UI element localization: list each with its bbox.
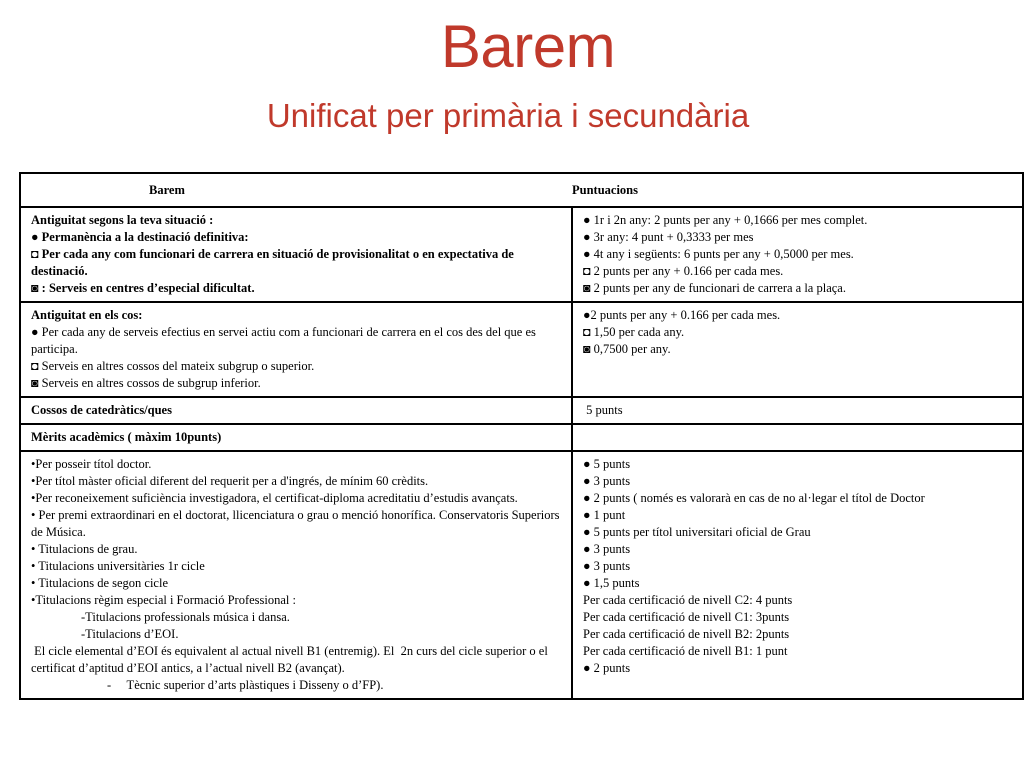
score-line: ● 3 punts: [583, 542, 631, 556]
table-row-merits-detail: [20, 451, 1023, 699]
score-line: Per cada certificació de nivell B1: 1 punt: [583, 644, 788, 658]
barem-cell: [20, 424, 572, 451]
criterion-line: •Per posseir títol doctor.: [31, 457, 152, 471]
score-line: ● 3 punts: [583, 559, 631, 573]
score-line: Per cada certificació de nivell B2: 2punts: [583, 627, 790, 641]
criterion-subline: - Tècnic superior d’arts plàstiques i Disseny o d’FP).: [107, 678, 384, 692]
criterion-line: • Titulacions de grau.: [31, 542, 138, 556]
criterion-line: ◙ : Serveis en centres d’especial dificultat.: [31, 281, 255, 295]
row-heading: Cossos de catedràtics/ques: [31, 403, 172, 417]
score-line: Per cada certificació de nivell C2: 4 punts: [583, 593, 793, 607]
criterion-line: • Per premi extraordinari en el doctorat, llicenciatura o grau o menció honorífica. Conservatoris Superiors de Música.: [31, 508, 560, 539]
score-line: ● 2 punts: [583, 661, 631, 675]
criterion-line: ◘ Serveis en altres cossos del mateix subgrup o superior.: [31, 359, 315, 373]
table-row-antiguitat-situacio: [20, 207, 1023, 302]
criterion-line: • Titulacions de segon cicle: [31, 576, 168, 590]
header-barem: Barem: [20, 173, 572, 207]
score-line: ● 1r i 2n any: 2 punts per any + 0,1666 per mes complet.: [583, 213, 868, 227]
criterion-line: •Per reconeixement suficiència investigadora, el certificat-diploma acreditatiu d’estudis avançats.: [31, 491, 518, 505]
slide-subtitle: Unificat per primària i secundària: [266, 97, 750, 134]
barem-table: [19, 172, 1024, 700]
barem-cell: [20, 451, 572, 699]
score-line: Per cada certificació de nivell C1: 3punts: [583, 610, 790, 624]
criterion-subline: -Titulacions professionals música i dansa.: [81, 610, 290, 624]
puntuacio-cell: [572, 207, 1023, 302]
header-puntuacions: Puntuacions: [572, 173, 1023, 207]
barem-cell: [20, 207, 572, 302]
score-line: ● 1,5 punts: [583, 576, 640, 590]
score-line: ● 5 punts per títol universitari oficial de Grau: [583, 525, 811, 539]
criterion-line: ◘ Per cada any com funcionari de carrera en situació de provisionalitat o en expectativa de destinació.: [31, 247, 514, 278]
table-row-merits-heading: [20, 424, 1023, 451]
score-line: ● 3 punts: [583, 474, 631, 488]
score-line: ◘ 1,50 per cada any.: [583, 325, 685, 339]
score-line: ◘ 2 punts per any + 0.166 per cada mes.: [583, 264, 784, 278]
score-line: ● 4t any i següents: 6 punts per any + 0,5000 per mes.: [583, 247, 854, 261]
row-heading: Antiguitat en els cos:: [31, 308, 143, 322]
criterion-line: • Titulacions universitàries 1r cicle: [31, 559, 205, 573]
table-row-catedratics: [20, 397, 1023, 424]
score-line: ● 1 punt: [583, 508, 626, 522]
slide-title: Barem: [440, 13, 616, 80]
score-line: ◙ 2 punts per any de funcionari de carrera a la plaça.: [583, 281, 846, 295]
barem-cell: [20, 302, 572, 397]
row-heading: Antiguitat segons la teva situació :: [31, 213, 214, 227]
puntuacio-cell: [572, 397, 1023, 424]
criterion-line: •Titulacions règim especial i Formació Professional :: [31, 593, 296, 607]
criterion-line: ◙ Serveis en altres cossos de subgrup inferior.: [31, 376, 261, 390]
score-line: ● 3r any: 4 punt + 0,3333 per mes: [583, 230, 754, 244]
barem-cell: [20, 397, 572, 424]
criterion-line: ● Permanència a la destinació definitiva:: [31, 230, 249, 244]
score-line: ● 2 punts ( només es valorarà en cas de no al·legar el títol de Doctor: [583, 491, 925, 505]
table-row-antiguitat-cos: [20, 302, 1023, 397]
score-line: 5 punts: [583, 403, 623, 417]
criterion-line: •Per títol màster oficial diferent del requerit per a d'ingrés, de mínim 60 crèdits.: [31, 474, 429, 488]
criterion-line: ● Per cada any de serveis efectius en servei actiu com a funcionari de carrera en el cos des del que es participa.: [31, 325, 536, 356]
criterion-subline: -Titulacions d’EOI.: [81, 627, 179, 641]
row-heading: Mèrits acadèmics ( màxim 10punts): [31, 430, 222, 444]
score-line: ● 5 punts: [583, 457, 631, 471]
criterion-line: El cicle elemental d’EOI és equivalent al actual nivell B1 (entremig). El 2n curs del cicle superior o el certificat d’aptitud d’EOI antics, a l’actual nivell B2 (avançat).: [31, 644, 551, 675]
score-line: ●2 punts per any + 0.166 per cada mes.: [583, 308, 781, 322]
puntuacio-cell: [572, 451, 1023, 699]
puntuacio-cell: [572, 424, 1023, 451]
table-header-row: [20, 173, 1023, 207]
puntuacio-cell: [572, 302, 1023, 397]
score-line: ◙ 0,7500 per any.: [583, 342, 671, 356]
